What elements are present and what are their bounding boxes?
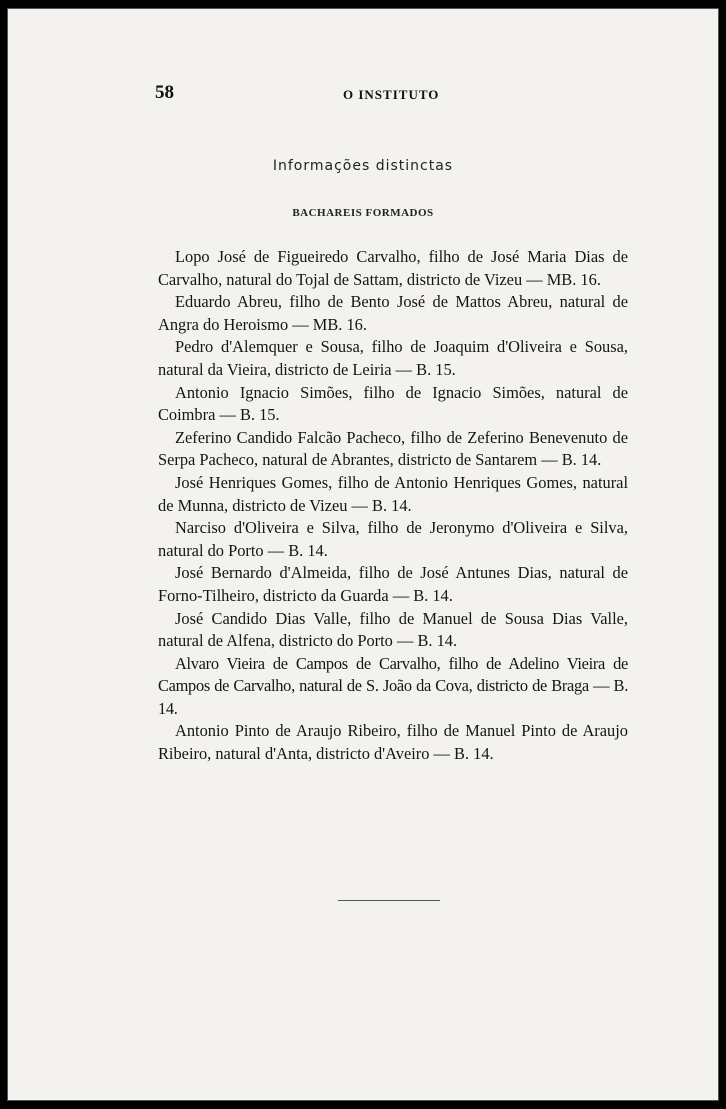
- list-item: José Henriques Gomes, filho de Antonio Henriques Gomes, natural de Munna, districto de Vizeu — B. 14.: [158, 472, 628, 515]
- subsection-title: BACHAREIS FORMADOS: [292, 207, 434, 219]
- list-item: Alvaro Vieira de Campos de Carvalho, filho de Adelino Vieira de Campos de Carvalho, natural de S. João da Cova, districto de Braga — B. 14.: [158, 653, 628, 718]
- running-head: O INSTITUTO: [343, 87, 440, 102]
- list-item: Pedro d'Alemquer e Sousa, filho de Joaquim d'Oliveira e Sousa, natural da Vieira, districto de Leiria — B. 15.: [158, 337, 628, 379]
- page-header: [155, 82, 630, 106]
- list-item: Lopo José de Figueiredo Carvalho, filho de José Maria Dias de Carvalho, natural do Tojal de Sattam, districto de Vizeu — MB. 16.: [158, 247, 628, 289]
- page-number: 58: [155, 82, 174, 103]
- list-item: Eduardo Abreu, filho de Bento José de Mattos Abreu, natural de Angra do Heroismo — MB. 16.: [158, 292, 628, 334]
- list-item: Antonio Ignacio Simões, filho de Ignacio Simões, natural de Coimbra — B. 15.: [158, 382, 628, 425]
- closing-rule: [338, 900, 440, 901]
- graduates-list: [158, 246, 628, 766]
- list-item: Narciso d'Oliveira e Silva, filho de Jeronymo d'Oliveira e Silva, natural do Porto — B. 14.: [158, 518, 628, 560]
- list-item: Antonio Pinto de Araujo Ribeiro, filho de Manuel Pinto de Araujo Ribeiro, natural d'Anta, districto d'Aveiro — B. 14.: [158, 721, 628, 764]
- list-item: Zeferino Candido Falcão Pacheco, filho de Zeferino Benevenuto de Serpa Pacheco, natural de Abrantes, districto de Santarem — B. 14.: [158, 427, 628, 470]
- list-item: José Bernardo d'Almeida, filho de José Antunes Dias, natural de Forno-Tilheiro, districto da Guarda — B. 14.: [158, 563, 628, 605]
- section-title: Informações distinctas: [272, 158, 454, 174]
- list-item: José Candido Dias Valle, filho de Manuel de Sousa Dias Valle, natural de Alfena, districto do Porto — B. 14.: [158, 608, 628, 651]
